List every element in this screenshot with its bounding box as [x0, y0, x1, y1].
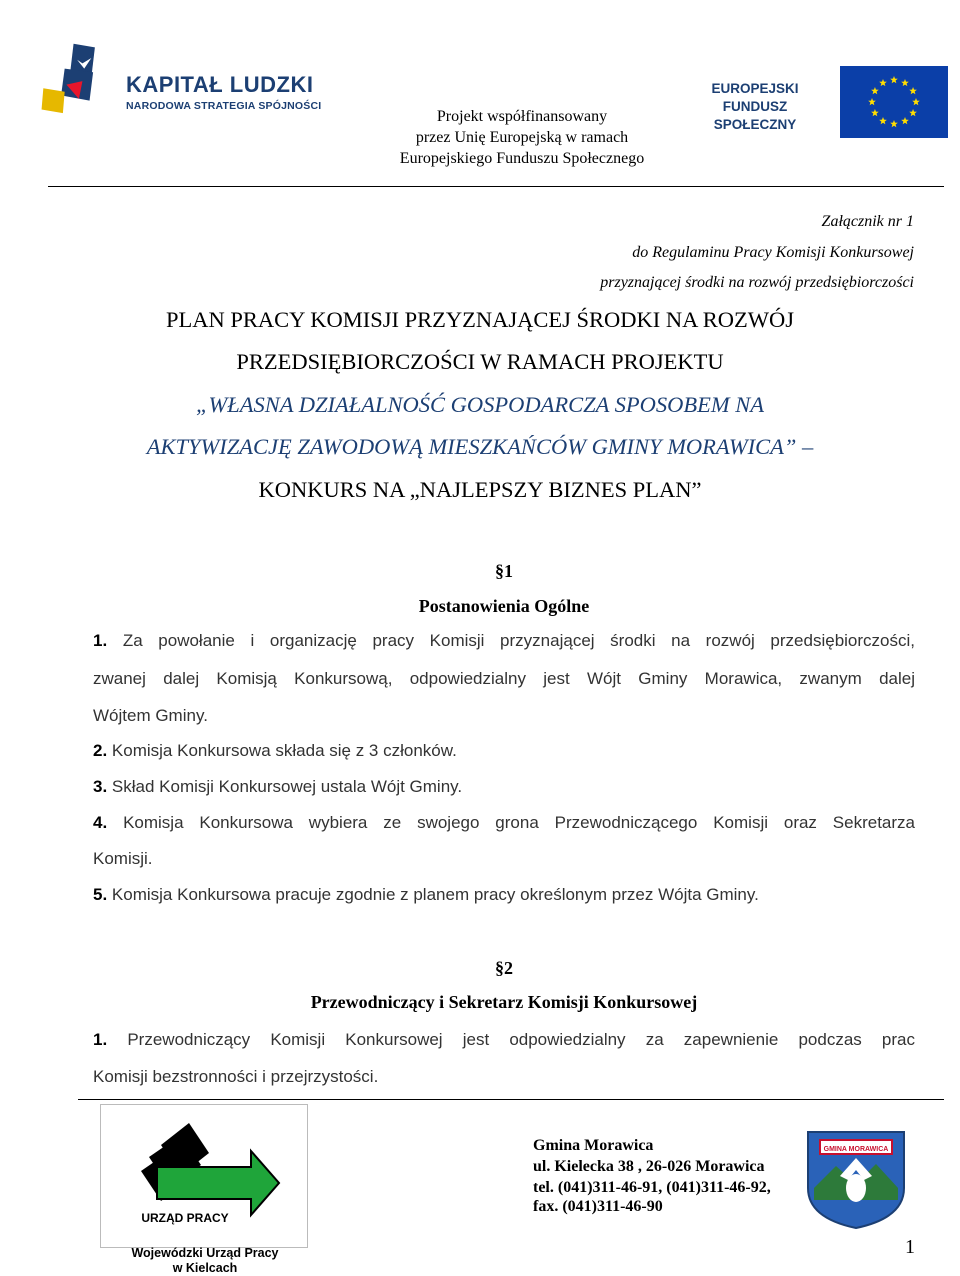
- address-line: Gmina Morawica: [533, 1137, 654, 1154]
- paragraph-line: Komisji.: [93, 849, 153, 868]
- address-line: fax. (041)311-46-90: [533, 1198, 663, 1215]
- kapital-ludzki-title: KAPITAŁ LUDZKI: [126, 72, 314, 97]
- paragraph-line: [93, 777, 915, 797]
- paragraph-line: Komisji bezstronności i przejrzystości.: [93, 1067, 379, 1086]
- section-heading: Postanowienia Ogólne: [418, 596, 590, 616]
- item-number: 1.: [93, 631, 108, 650]
- efs-line: EUROPEJSKI: [711, 81, 799, 96]
- cofinance-line: Europejskiego Funduszu Społecznego: [399, 150, 645, 167]
- kapital-ludzki-logo: [38, 42, 118, 122]
- efs-label: [680, 80, 830, 134]
- section-number: §2: [495, 958, 513, 978]
- item-number: 4.: [93, 813, 108, 832]
- item-number: 5.: [93, 885, 108, 904]
- paragraph-text: Komisja Konkursowa wybiera ze swojego grona Przewodniczącego Komisji oraz Sekretarza: [123, 813, 915, 832]
- crest-label: GMINA MORAWICA: [823, 1146, 889, 1153]
- address-line: ul. Kielecka 38 , 26-026 Morawica: [533, 1158, 765, 1175]
- header-rule: [48, 186, 944, 187]
- paragraph-text: Komisja Konkursowa pracuje zgodnie z planem pracy określonym przez Wójta Gminy.: [111, 885, 759, 904]
- paragraph-line: [93, 741, 915, 761]
- wup-logo-label: URZĄD PRACY: [141, 1211, 229, 1225]
- paragraph-text: Komisja Konkursowa składa się z 3 członków.: [111, 741, 457, 760]
- eu-flag-icon: [840, 66, 948, 138]
- paragraph-line: [93, 813, 915, 833]
- project-name-line: „WŁASNA DZIAŁALNOŚĆ GOSPODARCZA SPOSOBEM NA: [196, 392, 764, 417]
- cofinance-note: [366, 106, 678, 169]
- footer-rule: [78, 1099, 944, 1100]
- title-dash: –: [801, 434, 814, 459]
- doc-title-line: PLAN PRACY KOMISJI PRZYZNAJĄCEJ ŚRODKI NA ROZWÓJ: [166, 307, 794, 332]
- gmina-crest-icon: [800, 1118, 912, 1230]
- kapital-ludzki-subtitle: NARODOWA STRATEGIA SPÓJNOŚCI: [126, 100, 322, 112]
- attachment-line: do Regulaminu Pracy Komisji Konkursowej: [632, 244, 914, 261]
- section-number: §1: [495, 561, 513, 581]
- doc-title-line: PRZEDSIĘBIORCZOŚCI W RAMACH PROJEKTU: [236, 349, 724, 374]
- section-heading: Przewodniczący i Sekretarz Komisji Konkursowej: [310, 992, 698, 1012]
- item-number: 2.: [93, 741, 108, 760]
- paragraph-text: Za powołanie i organizację pracy Komisji przyznającej środki na rozwój przedsiębiorczości,: [122, 631, 915, 650]
- project-name-text: AKTYWIZACJĘ ZAWODOWĄ MIESZKAŃCÓW GMINY MORAWICA”: [146, 434, 797, 459]
- paragraph-text: Skład Komisji Konkursowej ustala Wójt Gminy.: [111, 777, 463, 796]
- paragraph-line: [93, 885, 915, 905]
- item-number: 3.: [93, 777, 108, 796]
- wup-name: [100, 1246, 310, 1276]
- paragraph-text: Przewodniczący Komisji Konkursowej jest odpowiedzialny za zapewnienie podczas prac: [127, 1030, 915, 1049]
- attachment-line: przyznającej środki na rozwój przedsiębiorczości: [600, 274, 914, 291]
- paragraph-line: Wójtem Gminy.: [93, 706, 208, 725]
- item-number: 1.: [93, 1030, 108, 1049]
- address-line: tel. (041)311-46-91, (041)311-46-92,: [533, 1179, 771, 1196]
- cofinance-line: przez Unię Europejską w ramach: [415, 129, 629, 146]
- attachment-line: Załącznik nr 1: [821, 213, 914, 230]
- doc-title-line: KONKURS NA „NAJLEPSZY BIZNES PLAN”: [258, 477, 702, 502]
- cofinance-line: Projekt współfinansowany: [436, 108, 608, 125]
- project-name-line: [60, 433, 900, 461]
- paragraph-line: [93, 631, 915, 651]
- efs-line: FUNDUSZ SPOŁECZNY: [713, 99, 797, 132]
- page-number: 1: [905, 1236, 915, 1258]
- wup-name-line: w Kielcach: [172, 1261, 238, 1275]
- paragraph-line: zwanej dalej Komisją Konkursową, odpowiedzialny jest Wójt Gminy Morawica, zwanym dalej: [93, 669, 915, 688]
- wup-logo: [100, 1104, 308, 1248]
- wup-name-line: Wojewódzki Urząd Pracy: [131, 1246, 279, 1260]
- paragraph-line: [93, 1030, 915, 1050]
